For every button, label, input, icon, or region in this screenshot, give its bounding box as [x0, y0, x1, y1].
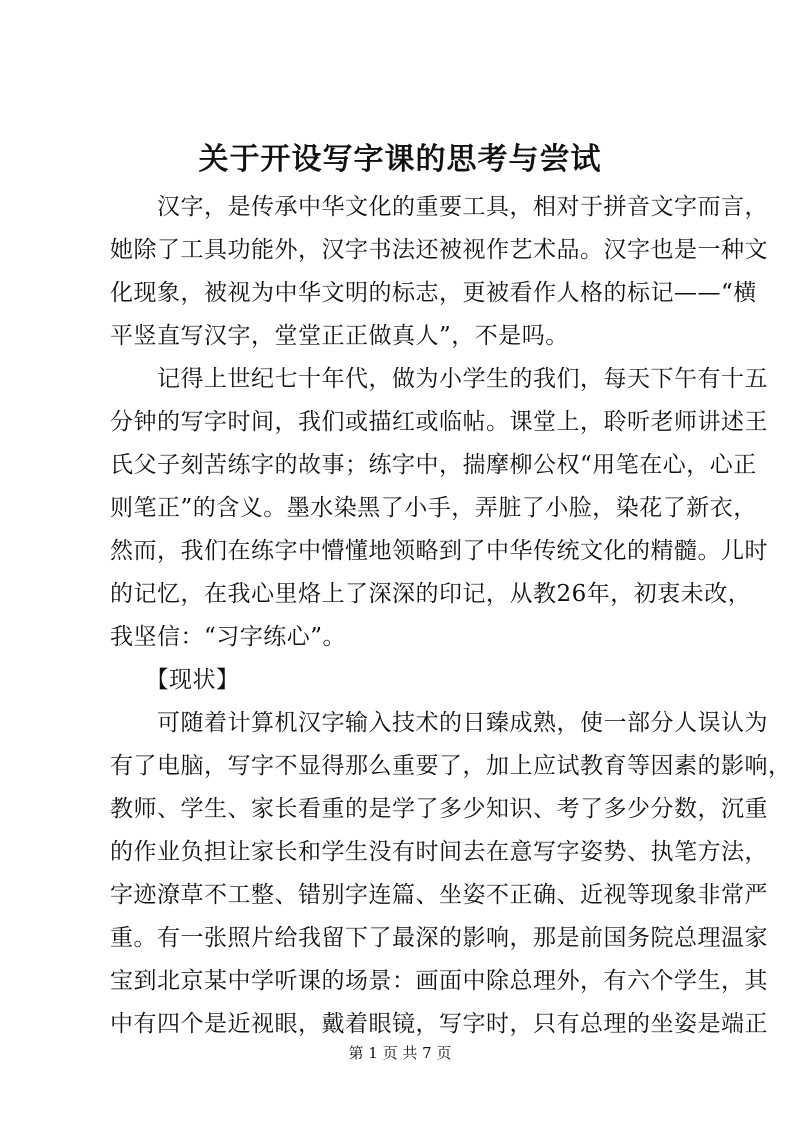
- text-line: 化现象，被视为中华文明的标志，更被看作人格的标记——“横: [110, 280, 757, 306]
- text-line: 中有四个是近视眼，戴着眼镜，写字时，只有总理的坐姿是端正: [110, 1011, 768, 1037]
- text-line: 宝到北京某中学听课的场景：画面中除总理外，有六个学生，其: [110, 968, 768, 994]
- text-line: 她除了工具功能外，汉字书法还被视作艺术品。汉字也是一种文: [110, 237, 768, 263]
- text-line: 的作业负担让家长和学生没有时间去在意写字姿势、执笔方法，: [110, 839, 768, 865]
- text-line: 分钟的写字时间，我们或描红或临帖。课堂上，聆听老师讲述王: [110, 409, 768, 435]
- text-line: 我坚信：“习字练心”。: [110, 624, 347, 650]
- text-line: 然而，我们在练字中懵懂地领略到了中华传统文化的精髓。儿时: [110, 538, 768, 564]
- text-line: 教师、学生、家长看重的是学了多少知识、考了多少分数，沉重: [110, 796, 768, 822]
- text-line: 重。有一张照片给我留下了最深的影响，那是前国务院总理温家: [110, 925, 768, 951]
- document-title: 关于开设写字课的思考与尝试: [198, 142, 602, 177]
- text-line: 汉字，是传承中华文化的重要工具，相对于拼音文字而言，: [110, 194, 768, 220]
- text-line: 的记忆，在我心里烙上了深深的印记，从教26年，初衷未改，: [110, 581, 752, 607]
- section-heading: 【现状】: [110, 667, 240, 693]
- page-footer: 第 1 页 共 7 页: [348, 1044, 452, 1062]
- text-line: 记得上世纪七十年代，做为小学生的我们，每天下午有十五: [110, 366, 768, 392]
- text-line: 有了电脑，写字不显得那么重要了，加上应试教育等因素的影响，: [110, 753, 792, 779]
- text-line: 平竖直写汉字，堂堂正正做真人”，不是吗。: [110, 323, 569, 349]
- text-line: 则笔正”的含义。墨水染黑了小手，弄脏了小脸，染花了新衣，: [110, 495, 757, 521]
- text-line: 可随着计算机汉字输入技术的日臻成熟，使一部分人误认为: [110, 710, 768, 736]
- text-line: 字迹潦草不工整、错别字连篇、坐姿不正确、近视等现象非常严: [110, 882, 768, 908]
- text-line: 氏父子刻苦练字的故事；练字中，揣摩柳公权“用笔在心，心正: [110, 452, 757, 478]
